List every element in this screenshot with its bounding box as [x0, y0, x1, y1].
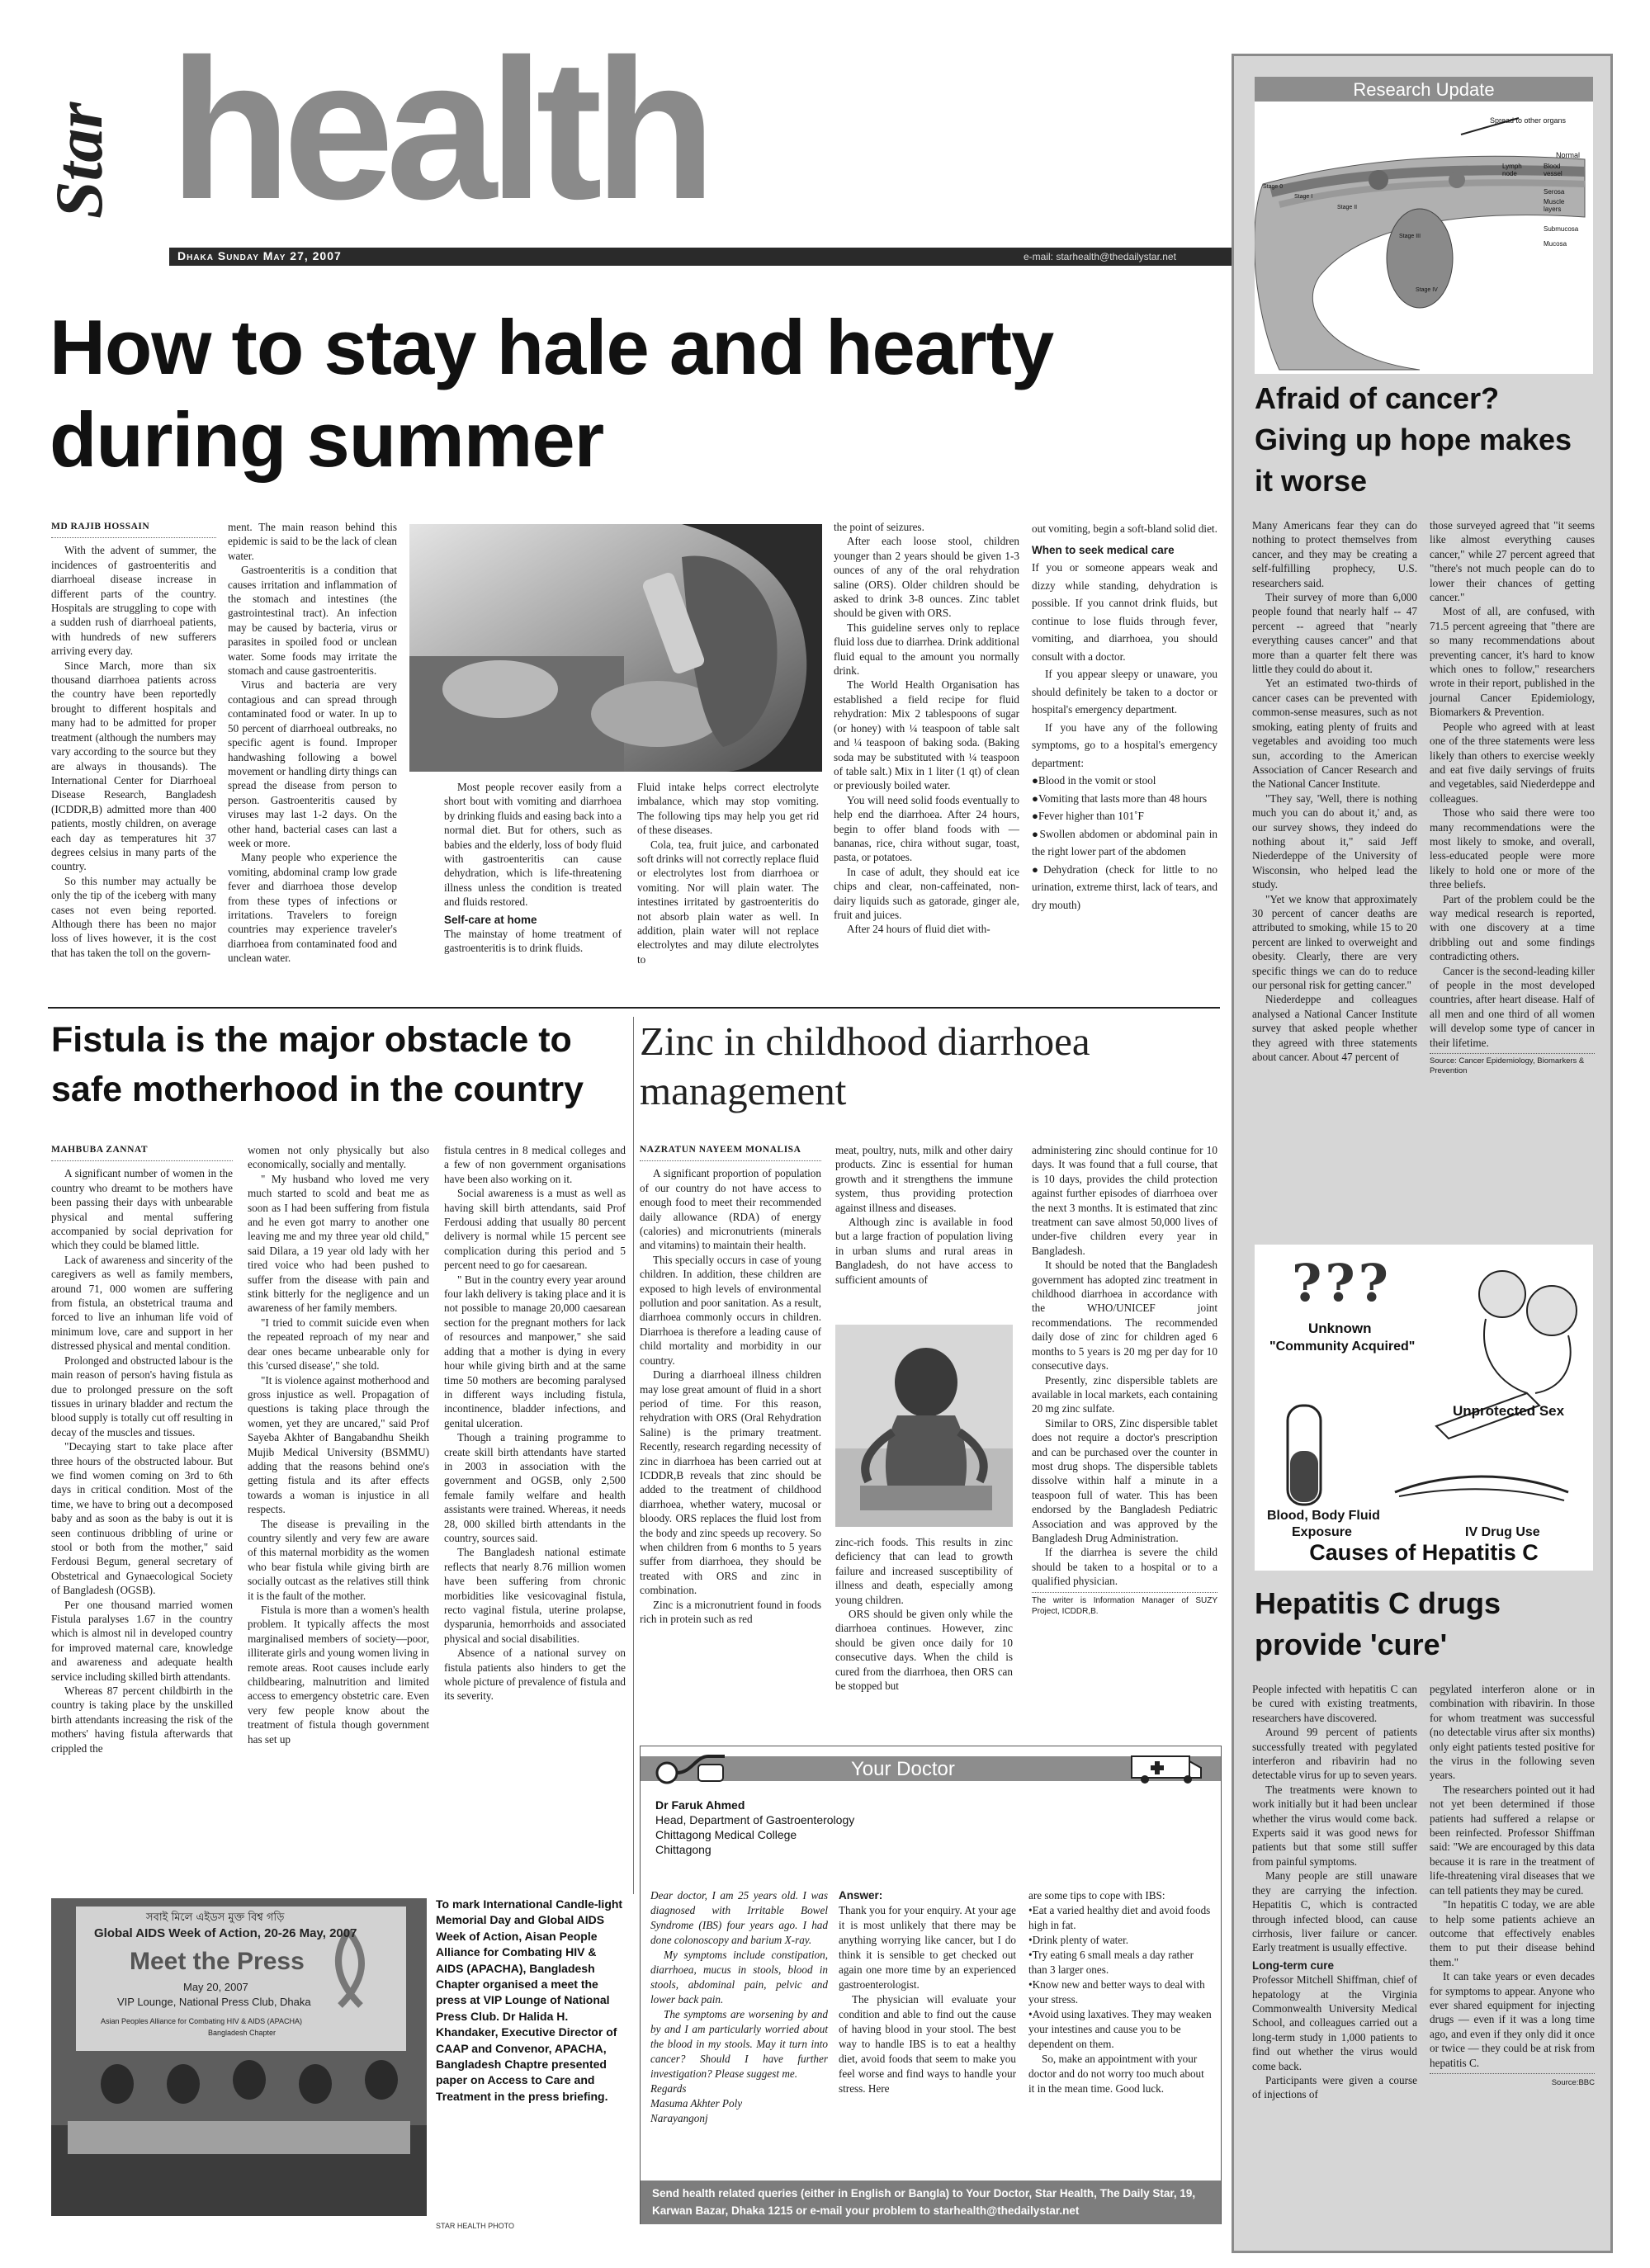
lead-bullet: ●Blood in the vomit or stool [1032, 774, 1156, 787]
fistula-para: The Bangladesh national estimate reflects that nearly 8.76 million women have been suffering from chronic morbidities like vesicovaginal fistula, recto vaginal fistula, uterine prolapse, dysparunia, hemorrhoids and associated physical and social disabilities. [444, 1546, 626, 1645]
diag-label-stage3: Stage III [1399, 234, 1421, 239]
fistula-headline: Fistula is the major obstacle to safe motherhood in the country [51, 1020, 584, 1109]
your-doctor-title: Your Doctor [851, 1758, 955, 1780]
fistula-para: "It is violence against motherhood and gross injustice as well. Propagation of questions is taking place through the women, yet they are uncared," said Prof Sayeba Akhter of Bangabandhu Sheikh Mujib Medical University (BSMMU) adding that the reasons behind one's getting fistula and its after effects towards a woman is injustice in all respects. [248, 1373, 429, 1516]
letter-sign: Masuma Akhter Poly [650, 2097, 743, 2110]
masthead [41, 18, 1217, 272]
fistula-para: Lack of awareness and sincerity of the caregivers as well as family members, around 71, 000 women are suffering from fistula, an obstetrical trauma and forced to live an inhuman life void of minimum love, care and support in her distressed physical and mental condition. [51, 1253, 233, 1353]
lead-para: Cola, tea, fruit juice, and carbonated soft drinks will not correctly replace fluid or electrolytes lost from diarrhoea or vomiting. Nor will plain water. The intestines irritated by gastroenteritis do not absorb plain water as well. In addition, plain water will not replace electrolytes and may dilute electrolytes to [637, 838, 819, 966]
divider-horizontal [48, 1007, 1220, 1009]
hep-para: The treatments were known to work initially but it had been unclear whether the virus would come back. Experts said it was good news for patients but that some still suffer from painful symptoms. [1252, 1783, 1417, 1868]
stethoscope-icon [650, 1748, 733, 1788]
doctor-college: Chittagong Medical College [655, 1828, 797, 1841]
zinc-para: Zinc is a micronutrient found in foods rich in protein such as red [640, 1598, 821, 1625]
fistula-para: " But in the country every year around four lakh delivery is taking place and it is not possible to manage 20,000 caesarean section for the pregnant mothers for lack of resources and manpower," she said adding that a mother is dying in every hour while giving birth and at the same time 50 mothers are becoming paralysed in different ways including fistula, incontinence, bladder infections, and genital ulceration. [444, 1273, 626, 1429]
cancer-para: Their survey of more than 6,000 people found that nearly half -- 47 percent -- agreed that "nearly everything causes cancer" and that more than a quarter felt there was little they could do about it. [1252, 591, 1417, 676]
fistula-col-1 [51, 1143, 233, 1755]
lead-col-5 [834, 520, 1019, 937]
lead-para: If you appear sleepy or unaware, you should definitely be taken to a doctor or hospital's emergency department. [1032, 668, 1217, 716]
answer-para: are some tips to cope with IBS: [1028, 1889, 1165, 1902]
lead-para: Fluid intake helps correct electrolyte imbalance, which may stop vomiting. The following tips may help you get rid of these diseases. [637, 781, 819, 837]
lead-para: In case of adult, they should eat ice chips and clear, non-caffeinated, non-dairy liquids such as gatorade, ginger ale, fruit and juices. [834, 865, 1019, 921]
aids-banner-line6: Bangladesh Chapter [208, 2029, 277, 2037]
doctor-letter [650, 1888, 828, 2126]
cancer-para: "Yet we know that approximately 30 percent of cancer deaths are attributed to smoking, while 15 to 20 percent are linked to overweight and obesity. Clearly, there are very specific things we can do to reduce our personal risk for getting cancer." [1252, 892, 1417, 991]
masthead-email: e-mail: starhealth@thedailystar.net [1024, 251, 1176, 262]
cancer-col-1 [1252, 518, 1417, 1064]
lead-headline-line1: How to stay hale and hearty [50, 304, 1054, 390]
lead-para: If you have any of the following symptoms, go to a hospital's emergency department: [1032, 721, 1217, 769]
hep-para: It can take years or even decades for symptoms to appear. Anyone who ever shared equipment for injecting drugs — even if it was a long time ago, and even if they only did it once or twice — they could be at risk from hepatitis C. [1430, 1970, 1595, 2069]
hep-para: pegylated interferon alone or in combination with ribavirin. In those for whom treatment was successful (no detectable virus after six months) only eight patients tested positive for the virus in the following seven years. [1430, 1683, 1595, 1782]
letter-sign: Narayangonj [650, 2112, 708, 2124]
answer-para: The physician will evaluate your condition and able to find out the cause of having blood in your stool. The best way to handle IBS is to eat a healthy diet, avoid foods that seem to make you feel worse and find ways to handle your stress. Here [839, 1993, 1016, 2095]
answer-tip: •Know new and better ways to deal with your stress. [1028, 1978, 1205, 2006]
diag-label-stage1: Stage I [1294, 194, 1313, 200]
lead-bullet: ●Dehydration (check for little to no urination, extreme thirst, lack of tears, and dry mouth) [1032, 862, 1217, 911]
hep-para: Around 99 percent of patients successfully treated with pegylated interferon and ribavirin had no detectable virus for up to seven years. [1252, 1726, 1417, 1782]
lead-para: Since March, more than six thousand diarrhoea patients across the country have been reportedly brought to different hospitals and many had to be admitted for proper treatment (although the numbers may vary according to the source but they are always in thousands). The International Center for Diarrhoeal Disease Research, Bangladesh (ICDDR,B) admitted more than 400 patients, mostly children, on average each day as temperatures hit 37 degrees celsius in many parts of the country. [51, 659, 216, 873]
fistula-para: women not only physically but also economically, socially and mentally. [248, 1144, 429, 1171]
cancer-para: Those who said there were too many recommendations were the most likely to smoke, and overall, less-educated people were more likely to hold one or more of the three beliefs. [1430, 806, 1595, 891]
zinc-col-1 [640, 1143, 821, 1626]
hep-col-2 [1430, 1682, 1595, 2090]
fistula-col-2 [248, 1143, 429, 1746]
fistula-byline: MAHBUBA ZANNAT [51, 1143, 233, 1161]
zinc-para: This specially occurs in case of young children. In addition, these children are exposed to high levels of environmental pollution and poor sanitation. As a result, diarrhoea commonly occurs in children. Diarrhoea is therefore a leading cause of child mortality and morbidity in our country. [640, 1253, 821, 1367]
diag-label-blood: Blood vessel [1544, 163, 1563, 177]
hep-para: Professor Mitchell Shiffman, chief of hepatology at the Virginia Commonwealth University Medical School, and colleagues carried out a long-term study in 1,000 patients to find out whether the virus would come back. [1252, 1973, 1417, 2072]
hep-label-ivdrug: IV Drug Use [1465, 1525, 1540, 1539]
hep-subhead: Long-term cure [1252, 1959, 1335, 1972]
cancer-source: Source: Cancer Epidemiology, Biomarkers & Prevention [1430, 1053, 1595, 1076]
hep-source: Source:BBC [1430, 2073, 1595, 2090]
diag-label-muscle: Muscle layers [1544, 198, 1565, 213]
zinc-para: zinc-rich foods. This results in zinc deficiency that can lead to growth failure and increased susceptibility of illness and death, especially among young children. [835, 1536, 1013, 1606]
doctor-city: Chittagong [655, 1843, 712, 1856]
hep-col-1 [1252, 1682, 1417, 2102]
cancer-para: "They say, 'Well, there is nothing much you can do about it,' and, as our survey shows, they indeed do nothing about it," said Jeff Niederdeppe of the University of Wisconsin, who helped lead the study. [1252, 791, 1417, 891]
diag-label-lymph: Lymph node [1502, 163, 1522, 177]
hep-label-sex: Unprotected Sex [1453, 1403, 1565, 1419]
fistula-para: The disease is prevailing in the country silently and very few are aware of this maternal morbidity as the women who bear fistula while giving birth are socially outcast as the relatives still think it is the fault of the mother. [248, 1517, 429, 1602]
lead-para: This guideline serves only to replace fluid loss due to diarrhea. Drink additional fluid equal to the amount you normally drink. [834, 621, 1019, 678]
lead-para: out vomiting, begin a soft-bland solid diet. [1032, 522, 1217, 535]
divider-vertical [633, 1017, 634, 1894]
cancer-para: Most of all, are confused, with 71.5 percent agreeing that "there are so many recommendations about preventing cancer, it's hard to know which ones to follow," researchers wrote in their report, published in the journal Cancer Epidemiology, Biomarkers & Prevention. [1430, 605, 1595, 719]
cancer-para: People who agreed with at least one of the three statements were less likely than others to exercise weekly and eat five daily servings of fruits and vegetables, said Niederdeppe and colleagues. [1430, 720, 1595, 805]
diag-label-stage4: Stage IV [1416, 287, 1438, 293]
lead-col-3 [444, 780, 622, 956]
diag-label-mucosa: Mucosa [1544, 240, 1567, 248]
letter-para: My symptoms include constipation, diarrhoea, mucus in stools, blood in stools, abdominal pain, pelvic and lower back pain. [650, 1949, 828, 2006]
zinc-writer-note: The writer is Information Manager of SUZY Project, ICDDR,B. [1032, 1592, 1217, 1617]
zinc-col-2a [835, 1143, 1013, 1287]
answer-tip: •Drink plenty of water. [1028, 1934, 1129, 1946]
lead-para: You will need solid foods eventually to help end the diarrhoea. After 24 hours, begin to offer bland foods with — bananas, rice, chira without sugar, toast, pasta, or potatoes. [834, 793, 1019, 864]
hep-label-blood2: Exposure [1292, 1525, 1352, 1539]
lead-para: The World Health Organisation has established a field recipe for fluid rehydration: Mix 2 tablespoons of sugar (or honey) with ¼ teaspoon of table salt and ¼ teaspoon of baking soda. (Baking soda may be substituted with ¼ teaspoon of table salt.) Mix in 1 liter (1 qt) of clean or previously boiled water. [834, 678, 1019, 792]
fistula-para: Absence of a national survey on fistula patients also hinders to get the whole picture of prevalence of fistula and its severity. [444, 1647, 626, 1703]
fistula-para: Whereas 87 percent childbirth in the country is taking place by the unskilled birth attendants increasing the risk of the mothers' having fistula afterwards that crippled the [51, 1684, 233, 1755]
zinc-para: administering zinc should continue for 10 days. It was found that a full course, that is 10 days, provides the child protection against further episodes of diarrhoea over the next 3 months. It is estimated that zinc treatment can save almost 50,000 lives of under-five children every year in Bangladesh. [1032, 1144, 1217, 1257]
lead-bullet: ●Fever higher than 101˚F [1032, 810, 1144, 822]
doctor-footer: Send health related queries (either in English or Bangla) to Your Doctor, Star Health, The Daily Star, 19, Karwan Bazar, Dhaka 1215 or e-mail your problem to starhealth@thedailystar.net [652, 2187, 1196, 2217]
ambulance-graphic [1123, 1750, 1206, 1786]
zinc-para: meat, poultry, nuts, milk and other dairy products. Zinc is essential for human growth and it strengthens the immune system, thus providing protection against illness and diseases. [835, 1144, 1013, 1214]
zinc-para: During a diarrhoeal illness children may lose great amount of fluid in a short period of time. For this reason, rehydration with ORS (Oral Rehydration Saline) is the primary treatment. Recently, research regarding necessity of zinc in diarrhoea has been carried out at ICDDR,B reveals that zinc should be added to the treatment of childhood diarrhoea, whether watery, mucosal or bloody. ORS replaces the fluid lost from the body and zinc speeds up recovery. So when children from 6 months to 5 years suffer from diarrhoea, they should be treated with ORS and zinc in combination. [640, 1368, 821, 1597]
zinc-byline: NAZRATUN NAYEEM MONALISA [640, 1143, 821, 1161]
answer-para: Thank you for your enquiry. At your age it is most unlikely that there may be anything worrying like cancer, but I do think it is sensible to get checked out again one more time by an experienced gastroenterologist. [839, 1904, 1016, 1991]
fistula-col-3 [444, 1143, 626, 1703]
lead-para: After each loose stool, children younger than 2 years should be given 1-3 ounces of any of the oral rehydration saline (ORS). Older children should be asked to drink 3-8 ounces. Zinc tablet should be given with ORS. [834, 535, 1019, 620]
answer-tip: •Try eating 6 small meals a day rather than 3 larger ones. [1028, 1949, 1194, 1976]
fistula-para: "I tried to commit suicide even when the repeated reproach of my near and dear ones became unbearable only for this 'cursed disease'," she told. [248, 1316, 429, 1373]
lead-subhead-medical: When to seek medical care [1032, 543, 1175, 556]
lead-para: The mainstay of home treatment of gastroenteritis is to drink fluids. [444, 928, 622, 955]
doctor-name: Dr Faruk Ahmed [655, 1798, 745, 1812]
aids-caption: To mark International Candle-light Memorial Day and Global AIDS Week of Action, Aisan People Alliance for Combating HIV & AIDS (APACHA), Bangladesh Chapter organised a meet the press at VIP Lounge of National Press Club. Dr Halida H. Khandaker, Executive Director of CAAP and Convenor, APACHA, Bangladesh Chaptre presented paper on Access to Care and Treatment in the press briefing. [436, 1897, 623, 2103]
fistula-para: Social awareness is a must as well as having skill birth attendants, said Prof Ferdousi adding that usually 80 percent delivery is normal while 15 percent see complication during this period and 5 percent need to go for caesarean. [444, 1187, 626, 1272]
hep-para: Participants were given a course of injections of [1252, 2073, 1417, 2101]
lead-para: Gastroenteritis is a condition that causes irritation and inflammation of the stomach and intestines (the gastrointestinal tract). An infection may be caused by bacteria, virus or parasites in spoiled food or unclean water. Some foods may irritate the stomach and cause gastroenteritis. [228, 564, 397, 678]
zinc-photo-graphic [835, 1325, 1013, 1527]
colon-diagram-graphic [1255, 102, 1593, 374]
lead-para: After 24 hours of fluid diet with- [847, 923, 990, 936]
hepatitis-illustration [1255, 1245, 1593, 1571]
zinc-col-3 [1032, 1143, 1217, 1617]
lead-photo-graphic [409, 524, 822, 772]
lead-para: So this number may actually be only the tip of the iceberg with many cases not even being reported. Although there has been no major loss of lives however, it is the cost that has taken the toll on the govern- [51, 874, 216, 959]
aids-banner-line4: VIP Lounge, National Press Club, Dhaka [117, 1996, 311, 2008]
lead-para: ment. The main reason behind this epidemic is said to be the lack of clean water. [228, 521, 397, 562]
zinc-headline: Zinc in childhood diarrhoea management [640, 1018, 1090, 1113]
fistula-para: Though a training programme to create skill birth attendants have started in 2003 in association with the government and OGSB, only 2,500 female family welfare and health assistants were trained. Whereas, it needs 28, 000 skilled birth attendants in the country, sources said. [444, 1431, 626, 1544]
zinc-para: ORS should be given only while the diarrhoea continues. However, zinc should be given once daily for 10 consecutive days. When the child is cured from the diarrhoea, then ORS can be stopped but [835, 1608, 1013, 1693]
doctor-answer-1 [839, 1888, 1016, 2096]
aids-banner-line1: Global AIDS Week of Action, 20-26 May, 2007 [94, 1926, 357, 1940]
lead-byline: MD RAJIB HOSSAIN [51, 520, 216, 538]
masthead-title: health [169, 18, 708, 241]
cancer-para: Part of the problem could be the way medical research is reported, with one discovery at a time dribbling out and some findings contradicting others. [1430, 892, 1595, 963]
lead-para: Most people recover easily from a short bout with vomiting and diarrhoea by drinking fluids and easing back into a normal diet. But for others, such as babies and the elderly, loss of body fluid with gastroenteritis can cause dehydration, which is life-threatening illness unless the condition is treated and fluids restored. [444, 781, 622, 909]
lead-col-2 [228, 520, 397, 966]
lead-photo-man-drinking [409, 524, 822, 772]
zinc-para: A significant proportion of population of our country do not have access to enough food to meet their recommended daily allowance (RDA) of energy (calories) and micronutrients (minerals and vitamins) to maintain their health. [640, 1167, 821, 1252]
cancer-para: those surveyed agreed that "it seems like almost everything causes cancer," while 27 percent agreed that "there's not much people can do to lower their chances of getting cancer." [1430, 519, 1595, 604]
masthead-star: Star [41, 102, 116, 219]
aids-banner-bengali: সবাই মিলে এইডস মুক্ত বিশ্ব গড়ি [146, 1911, 285, 1924]
aids-banner-line5: Asian Peoples Alliance for Combating HIV & AIDS (APACHA) [101, 2017, 302, 2025]
diag-label-submucosa: Submucosa [1544, 225, 1579, 233]
diag-label-stage2: Stage II [1337, 205, 1358, 210]
lead-para: If you or someone appears weak and dizzy while standing, dehydration is possible. If you cannot drink fluids, but continue to lose fluids through fever, vomiting, and diarrhoea, you should consult with a doctor. [1032, 561, 1217, 663]
zinc-col-2b [835, 1535, 1013, 1693]
aids-photo-graphic [51, 1898, 427, 2216]
ambulance-icon [1123, 1750, 1206, 1786]
letter-sign: Regards [650, 2082, 687, 2095]
answer-tip: •Avoid using laxatives. They may weaken your intestines and cause you to be dependent on them. [1028, 2008, 1212, 2050]
aids-banner-line3: May 20, 2007 [183, 1981, 248, 1993]
doctor-role: Head, Department of Gastroenterology [655, 1813, 855, 1826]
hep-question-marks: ??? [1292, 1253, 1392, 1313]
lead-para: Many people who experience the vomiting, abdominal cramp low grade fever and diarrhoea those develop from these types of infections or irritations. Travelers to foreign countries may experience traveler's diarrhoea from contaminated food and unclean water. [228, 851, 397, 965]
answer-heading: Answer: [839, 1889, 883, 1902]
lead-para: With the advent of summer, the incidences of gastroenteritis and diarrhoeal disease increase in different parts of the country. Hospitals are struggling to cope with a sudden rush of diarrhoeal patients, with hundreds of new sufferers arriving every day. [51, 544, 216, 658]
cancer-para: Many Americans fear they can do nothing to protect themselves from cancer, and they may be creating a self-fulfilling prophecy, U.S. researchers said. [1252, 519, 1417, 589]
hep-illustration-title: Causes of Hepatitis C [1309, 1540, 1539, 1565]
hep-para: "In hepatitis C today, we are able to help some patients achieve an outcome that effectively enables them to put their disease behind them." [1430, 1898, 1595, 1968]
aids-meet-the-press-photo [51, 1898, 427, 2216]
doctor-credentials [655, 1798, 854, 1857]
doctor-answer-2 [1028, 1888, 1212, 2096]
aids-photo-credit: STAR HEALTH PHOTO [436, 2222, 515, 2230]
your-doctor-box [640, 1746, 1222, 2224]
answer-para: So, make an appointment with your doctor and do not worry too much about it in the mean time. Good luck. [1028, 2053, 1204, 2095]
zinc-para: If the diarrhea is severe the child should be taken to a hospital or to a qualified physician. [1032, 1546, 1217, 1588]
research-diagram [1255, 77, 1593, 374]
hepatitis-headline: Hepatitis C drugs provide 'cure' [1255, 1586, 1501, 1661]
hep-label-unknown: Unknown [1308, 1321, 1372, 1336]
cancer-para: Yet an estimated two-thirds of cancer cases can be prevented with common-sense measures, such as not smoking, eating plenty of fruits and vegetables and avoiding too much sun, according to the American Association of Cancer Research and the National Cancer Institute. [1252, 677, 1417, 791]
hep-para: People infected with hepatitis C can be cured with existing treatments, researchers have discovered. [1252, 1683, 1417, 1724]
cancer-col-2 [1430, 518, 1595, 1076]
zinc-photo-child [835, 1325, 1013, 1527]
lead-col-6 [1032, 520, 1217, 914]
answer-tip: •Eat a varied healthy diet and avoid foods high in fat. [1028, 1904, 1211, 1931]
fistula-para: " My husband who loved me very much started to scold and beat me as soon as I had been suffering from fistula and he even got marry to another one leaving me and my three year old child," said Dilara, a 19 year old lady with her tired voice who had been pushed to suffer from the disease with pain and stink bitterly for the negligence and un awareness of her family members. [248, 1172, 429, 1315]
aids-banner-line2: Meet the Press [130, 1948, 305, 1975]
lead-col-1 [51, 520, 216, 960]
fistula-para: Fistula is more than a women's health problem. It typically affects the most marginalised members of society—poor, illiterate girls and young women living in remote areas. Root causes include early childbearing, malnutrition and limited access to emergency obstetric care. Even very few people know about the treatment of fistula though government has set up [248, 1604, 429, 1746]
diag-label-serosa: Serosa [1544, 188, 1565, 196]
diag-label-normal: Normal [1556, 151, 1581, 159]
zinc-para: Presently, zinc dispersible tablets are available in local markets, each containing 20 mg zinc sulfate. [1032, 1373, 1217, 1415]
fistula-para: Per one thousand married women Fistula paralyses 1.67 in the country which is almost nil in developed country for improved maternal care, knowledge and awareness and adequate health service including skilled birth attendants. [51, 1598, 233, 1683]
letter-para: Dear doctor, I am 25 years old. I was diagnosed with Irritable Bowel Syndrome (IBS) four years ago. I had done colonoscopy and barium X-ray. [650, 1889, 828, 1946]
lead-para: the point of seizures. [834, 521, 924, 533]
hep-para: Many people are still unaware they are carrying the infection. Hepatitis C, which is contracted through infected blood, can cause cirrhosis, liver failure or cancer. Early treatment is usually effective. [1252, 1869, 1417, 1954]
hep-label-community: "Community Acquired" [1269, 1340, 1416, 1354]
cancer-headline: Afraid of cancer? Giving up hope makes it worse [1255, 381, 1572, 498]
research-tag: Research Update [1353, 79, 1495, 100]
lead-headline-line2: during summer [50, 396, 604, 483]
dateline: Dhaka Sunday May 27, 2007 [177, 249, 342, 262]
hep-para: The researchers pointed out it had not yet been determined if those patients had suffered a relapse or been reinfected. Professor Shiffman said: "We are encouraged by this data because it is rare in the treatment of life-threatening viral diseases that we can tell patients they may be cured. [1430, 1783, 1595, 1897]
fistula-para: fistula centres in 8 medical colleges and a few of non government organisations have been also working on it. [444, 1144, 626, 1185]
fistula-para: "Decaying start to take place after three hours of the obstructed labour. But we find women coming on 3rd to 6th days in critical condition. Most of the time, we have to bring out a decomposed baby and as soon as the baby is out it is seen continuous dribbling of urine or stool or both from the mother," said Ferdousi Begum, general secretary of Obstetrical and Gynaecological Society of Bangladesh (OGSB). [51, 1440, 233, 1597]
lead-headline [50, 301, 1222, 486]
fistula-para: A significant number of women in the country who dreamt to be mothers have been passing their days with unbearable physical and mental suffering accompanied by social deprivation for which they could be blamed little. [51, 1167, 233, 1252]
lead-subhead-selfcare: Self-care at home [444, 913, 537, 926]
lead-col-4 [637, 780, 819, 966]
sidebar [1232, 54, 1613, 2253]
zinc-para: It should be noted that the Bangladesh government has adopted zinc treatment in childhood diarrhoea in accordance with the WHO/UNICEF joint recommendations. The recommended daily dose of zinc for children aged 6 months to 5 years is 20 mg per day for 10 consecutive days. [1032, 1259, 1217, 1373]
stethoscope-graphic [650, 1748, 733, 1788]
diag-label-spread: Spread to other organs [1490, 116, 1567, 125]
diag-label-stage0: Stage 0 [1263, 184, 1284, 190]
cancer-para: Cancer is the second-leading killer of people in the most developed countries, after heart disease. Half of all men and one third of all women will develop some type of cancer in their lifetime. [1430, 964, 1595, 1049]
hep-label-blood1: Blood, Body Fluid [1267, 1509, 1380, 1523]
letter-para: The symptoms are worsening by and by and I am particularly worried about the blood in my stools. May it turn into cancer? Should I have further investigation? Please suggest me. [650, 2008, 828, 2080]
zinc-para: Although zinc is available in food but a large fraction of population living in urban slums and rural areas in Bangladesh, do not have access to sufficient amounts of [835, 1216, 1013, 1286]
cancer-para: Niederdeppe and colleagues analysed a National Cancer Institute survey that asked people whether they agreed with three statements about cancer. About 47 percent of [1252, 993, 1417, 1064]
fistula-para: Prolonged and obstructed labour is the main reason of person's having fistula as due to prolonged pressure on the soft tissues in urinary bladder and rectum the blood supply is totally cut off resulting in decay of the muscles and tissues. [51, 1354, 233, 1439]
lead-bullet: ●Vomiting that lasts more than 48 hours [1032, 791, 1208, 805]
zinc-para: Similar to ORS, Zinc dispersible tablet does not require a doctor's prescription and can be purchased over the counter in most drug shops. The dispersible tablets dissolve within half a minute in a teaspoon full of water. This has been endorsed by the Bangladesh Pediatric Association and was approved by the Bangladesh Drug Administration. [1032, 1416, 1217, 1544]
lead-para: Virus and bacteria are very contagious and can spread through contaminated food or water. In up to 50 percent of diarrhoeal outbreaks, no specific agent is found. Improper handwashing following a bowel movement or handling dirty things can spread the disease from person to person. Gastroenteritis caused by viruses may last 1-2 days. On the other hand, bacterial cases can last a week or more. [228, 678, 397, 849]
lead-bullet: ●Swollen abdomen or abdominal pain in the right lower part of the abdomen [1032, 827, 1217, 858]
